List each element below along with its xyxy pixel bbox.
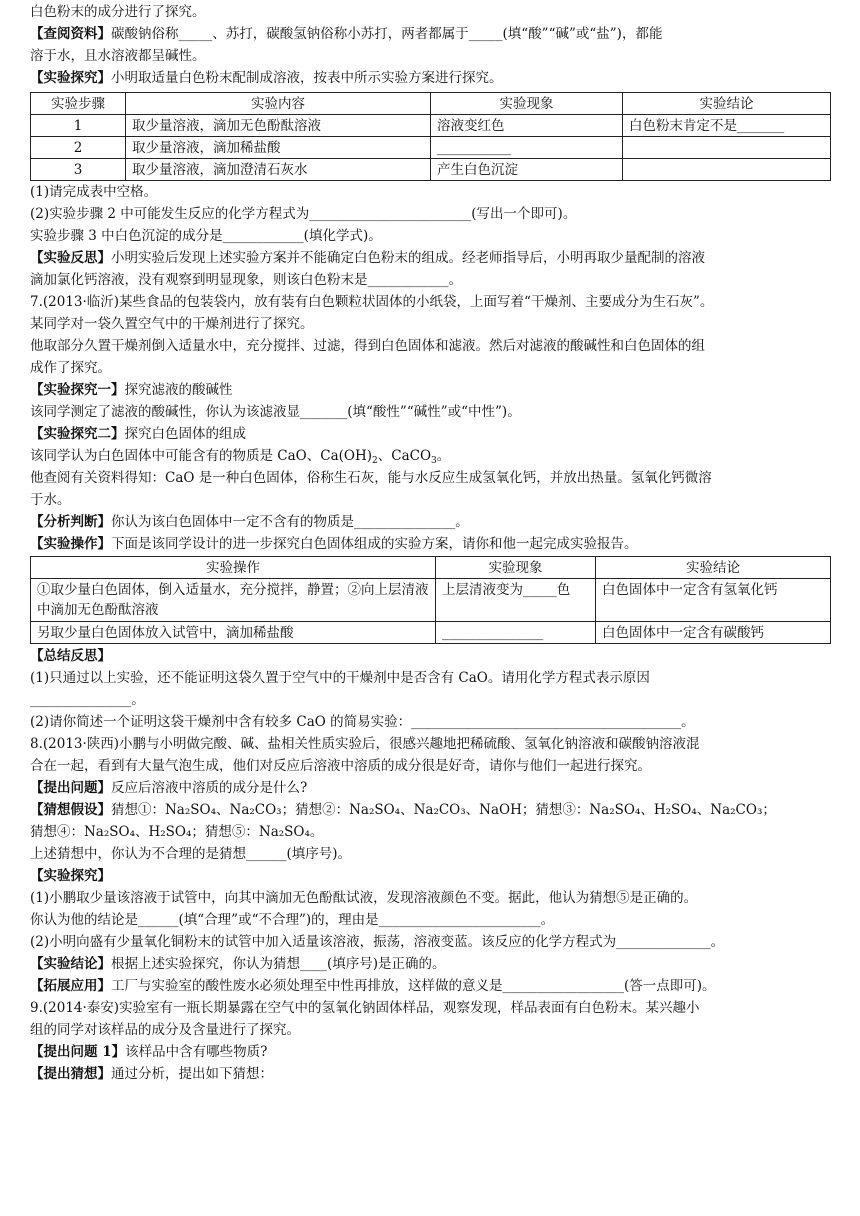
text-content: 下面是该同学设计的进一步探究白色固体组成的实验方案，请你和他一起完成实验报告。 [111, 536, 638, 552]
experiment-table-2 [30, 556, 831, 644]
table-cell: 取少量溶液，滴加稀盐酸 [126, 137, 431, 159]
text-line: 猜想④：Na₂SO₄、H₂SO₄；猜想⑤：Na₂SO₄。 [30, 824, 324, 840]
table-row [31, 159, 831, 181]
subscript: 2 [372, 456, 378, 466]
section-tag: 【实验探究一】 [30, 382, 125, 398]
text-line [30, 866, 830, 887]
table-cell: ___________ [431, 137, 623, 159]
experiment-table-1 [30, 92, 831, 181]
text-line: (2)实验步骤 2 中可能发生反应的化学方程式为________________________(写出一个即可)。 [30, 206, 577, 222]
text-line [30, 24, 830, 45]
table-cell: 白色固体中一定含有氢氧化钙 [596, 579, 831, 622]
table-row [31, 622, 831, 644]
text-line: 他查阅有关资料得知：CaO 是一种白色固体，俗称生石灰，能与水反应生成氢氧化钙，并放出热量。氢氧化钙微溶 [30, 470, 712, 486]
text-content: 通过分析，提出如下猜想： [111, 1066, 273, 1082]
text-line [30, 1042, 830, 1063]
text-line [30, 446, 830, 467]
text-line: 他取部分久置干燥剂倒入适量水中，充分搅拌、过滤，得到白色固体和滤液。然后对滤液的酸碱性和白色固体的组 [30, 338, 705, 354]
text-line [30, 512, 830, 533]
text-content: 根据上述实验探究，你认为猜想____(填序号)是正确的。 [111, 956, 446, 972]
table-header-cell: 实验结论 [623, 93, 831, 115]
text-line [30, 646, 830, 667]
section-tag: 【实验结论】 [30, 956, 111, 972]
subscript: 3 [431, 456, 437, 466]
section-tag: 【实验探究】 [30, 70, 111, 86]
text-content: 、CaCO [377, 448, 432, 464]
table-header-cell: 实验内容 [126, 93, 431, 115]
text-line [30, 248, 830, 269]
table-header-row [31, 93, 831, 115]
text-content: 工厂与实验室的酸性废水必须处理至中性再排放，这样做的意义是__________________(答一点即可)。 [111, 978, 716, 994]
table-cell: 溶液变红色 [431, 115, 623, 137]
text-line [30, 778, 830, 799]
table-cell: 上层清液变为_____色 [436, 579, 596, 622]
text-line [30, 424, 830, 445]
text-content: 探究白色固体的组成 [124, 426, 246, 442]
text-line: 溶于水，且水溶液都呈碱性。 [30, 48, 206, 64]
table-header-cell: 实验现象 [436, 557, 596, 579]
table-row [31, 579, 831, 622]
text-line: 滴加氯化钙溶液，没有观察到明显现象，则该白色粉末是____________。 [30, 272, 462, 288]
table-header-cell: 实验操作 [31, 557, 436, 579]
table-cell: 白色粉末肯定不是_______ [623, 115, 831, 137]
text-line: 合在一起，看到有大量气泡生成，他们对反应后溶液中溶质的成分很是好奇，请你与他们一起进行探究。 [30, 758, 651, 774]
text-line: 成作了探究。 [30, 360, 111, 376]
section-tag: 【提出问题】 [30, 780, 111, 796]
text-line [30, 380, 830, 401]
table-cell: 取少量溶液，滴加澄清石灰水 [126, 159, 431, 181]
table-header-row [31, 557, 831, 579]
table-cell: 取少量溶液，滴加无色酚酞溶液 [126, 115, 431, 137]
table-cell: 白色固体中一定含有碳酸钙 [596, 622, 831, 644]
text-line: (1)只通过以上实验，还不能证明这袋久置于空气中的干燥剂中是否含有 CaO。请用化学方程式表示原因 [30, 670, 650, 686]
text-line [30, 534, 830, 555]
section-tag: 【猜想假设】 [30, 802, 111, 818]
text-content: 小明取适量白色粉末配制成溶液，按表中所示实验方案进行探究。 [111, 70, 503, 86]
table-cell: 另取少量白色固体放入试管中，滴加稀盐酸 [31, 622, 436, 644]
table-cell [623, 137, 831, 159]
section-tag: 【总结反思】 [30, 648, 111, 664]
section-tag: 【提出猜想】 [30, 1066, 111, 1082]
text-line: 实验步骤 3 中白色沉淀的成分是____________(填化学式)。 [30, 228, 382, 244]
text-line [30, 954, 830, 975]
text-line: (1)小鹏取少量该溶液于试管中，向其中滴加无色酚酞试液，发现溶液颜色不变。据此，他认为猜想⑤是正确的。 [30, 890, 698, 906]
table-cell: ①取少量白色固体，倒入适量水，充分搅拌，静置；②向上层清液中滴加无色酚酞溶液 [31, 579, 436, 622]
text-line: 于水。 [30, 492, 71, 508]
text-content: 该样品中含有哪些物质? [125, 1044, 268, 1060]
text-content: 。 [436, 448, 451, 464]
text-line: 该同学测定了滤液的酸碱性，你认为该滤液显_______(填“酸性”“碱性”或“中性”)。 [30, 404, 521, 420]
text-content: 你认为该白色固体中一定不含有的物质是_______________。 [111, 514, 469, 530]
section-tag: 【提出问题 1】 [30, 1044, 126, 1060]
text-line [30, 1064, 830, 1085]
text-line [30, 68, 830, 89]
table-cell: 1 [31, 115, 126, 137]
table-header-cell: 实验结论 [596, 557, 831, 579]
text-line: 7.(2013·临沂)某些食品的包装袋内，放有装有白色颗粒状固体的小纸袋，上面写着“干燥剂、主要成分为生石灰”。 [30, 294, 714, 310]
text-line: 你认为他的结论是______(填“合理”或“不合理”)的，理由是________________________。 [30, 912, 555, 928]
section-tag: 【实验反思】 [30, 250, 111, 266]
text-line: (1)请完成表中空格。 [30, 184, 158, 200]
text-line: 组的同学对该样品的成分及含量进行了探究。 [30, 1022, 300, 1038]
text-line: 某同学对一袋久置空气中的干燥剂进行了探究。 [30, 316, 314, 332]
text-line: 8.(2013·陕西)小鹏与小明做完酸、碱、盐相关性质实验后，很感兴趣地把稀硫酸、氢氧化钠溶液和碳酸钠溶液混 [30, 736, 700, 752]
table-cell: 3 [31, 159, 126, 181]
section-tag: 【拓展应用】 [30, 978, 111, 994]
text-content: 该同学认为白色固体中可能含有的物质是 CaO、Ca(OH) [30, 448, 372, 464]
text-line: (2)请你简述一个证明这袋干燥剂中含有较多 CaO 的简易实验：________________________________________。 [30, 714, 695, 730]
table-cell [623, 159, 831, 181]
section-tag: 【实验探究二】 [30, 426, 125, 442]
section-tag: 【分析判断】 [30, 514, 111, 530]
table-cell: 产生白色沉淀 [431, 159, 623, 181]
text-content: 猜想①：Na₂SO₄、Na₂CO₃；猜想②：Na₂SO₄、Na₂CO₃、NaOH；猜想③：Na₂SO₄、H₂SO₄、Na₂CO₃； [111, 802, 776, 818]
table-row [31, 137, 831, 159]
text-line: _______________。 [30, 692, 145, 708]
text-line: 上述猜想中，你认为不合理的是猜想______(填序号)。 [30, 846, 352, 862]
text-content: 碳酸钠俗称_____、苏打，碳酸氢钠俗称小苏打，两者都属于_____(填“酸”“碱”或“盐”)，都能 [111, 26, 663, 42]
text-line [30, 800, 830, 821]
table-header-cell: 实验现象 [431, 93, 623, 115]
text-content: 探究滤液的酸碱性 [124, 382, 233, 398]
section-tag: 【实验操作】 [30, 536, 111, 552]
text-content: 反应后溶液中溶质的成分是什么? [111, 780, 308, 796]
text-line: 白色粉末的成分进行了探究。 [30, 4, 206, 20]
text-line [30, 976, 830, 997]
table-header-cell: 实验步骤 [31, 93, 126, 115]
text-content: 小明实验后发现上述实验方案并不能确定白色粉末的组成。经老师指导后，小明再取少量配制的溶液 [111, 250, 705, 266]
section-tag: 【实验探究】 [30, 868, 111, 884]
text-line: 9.(2014·泰安)实验室有一瓶长期暴露在空气中的氢氧化钠固体样品，观察发现，样品表面有白色粉末。某兴趣小 [30, 1000, 700, 1016]
table-cell: 2 [31, 137, 126, 159]
table-row [31, 115, 831, 137]
table-cell: _______________ [436, 622, 596, 644]
section-tag: 【查阅资料】 [30, 26, 111, 42]
text-line: (2)小明向盛有少量氧化铜粉末的试管中加入适量该溶液，振荡，溶液变蓝。该反应的化学方程式为______________。 [30, 934, 725, 950]
